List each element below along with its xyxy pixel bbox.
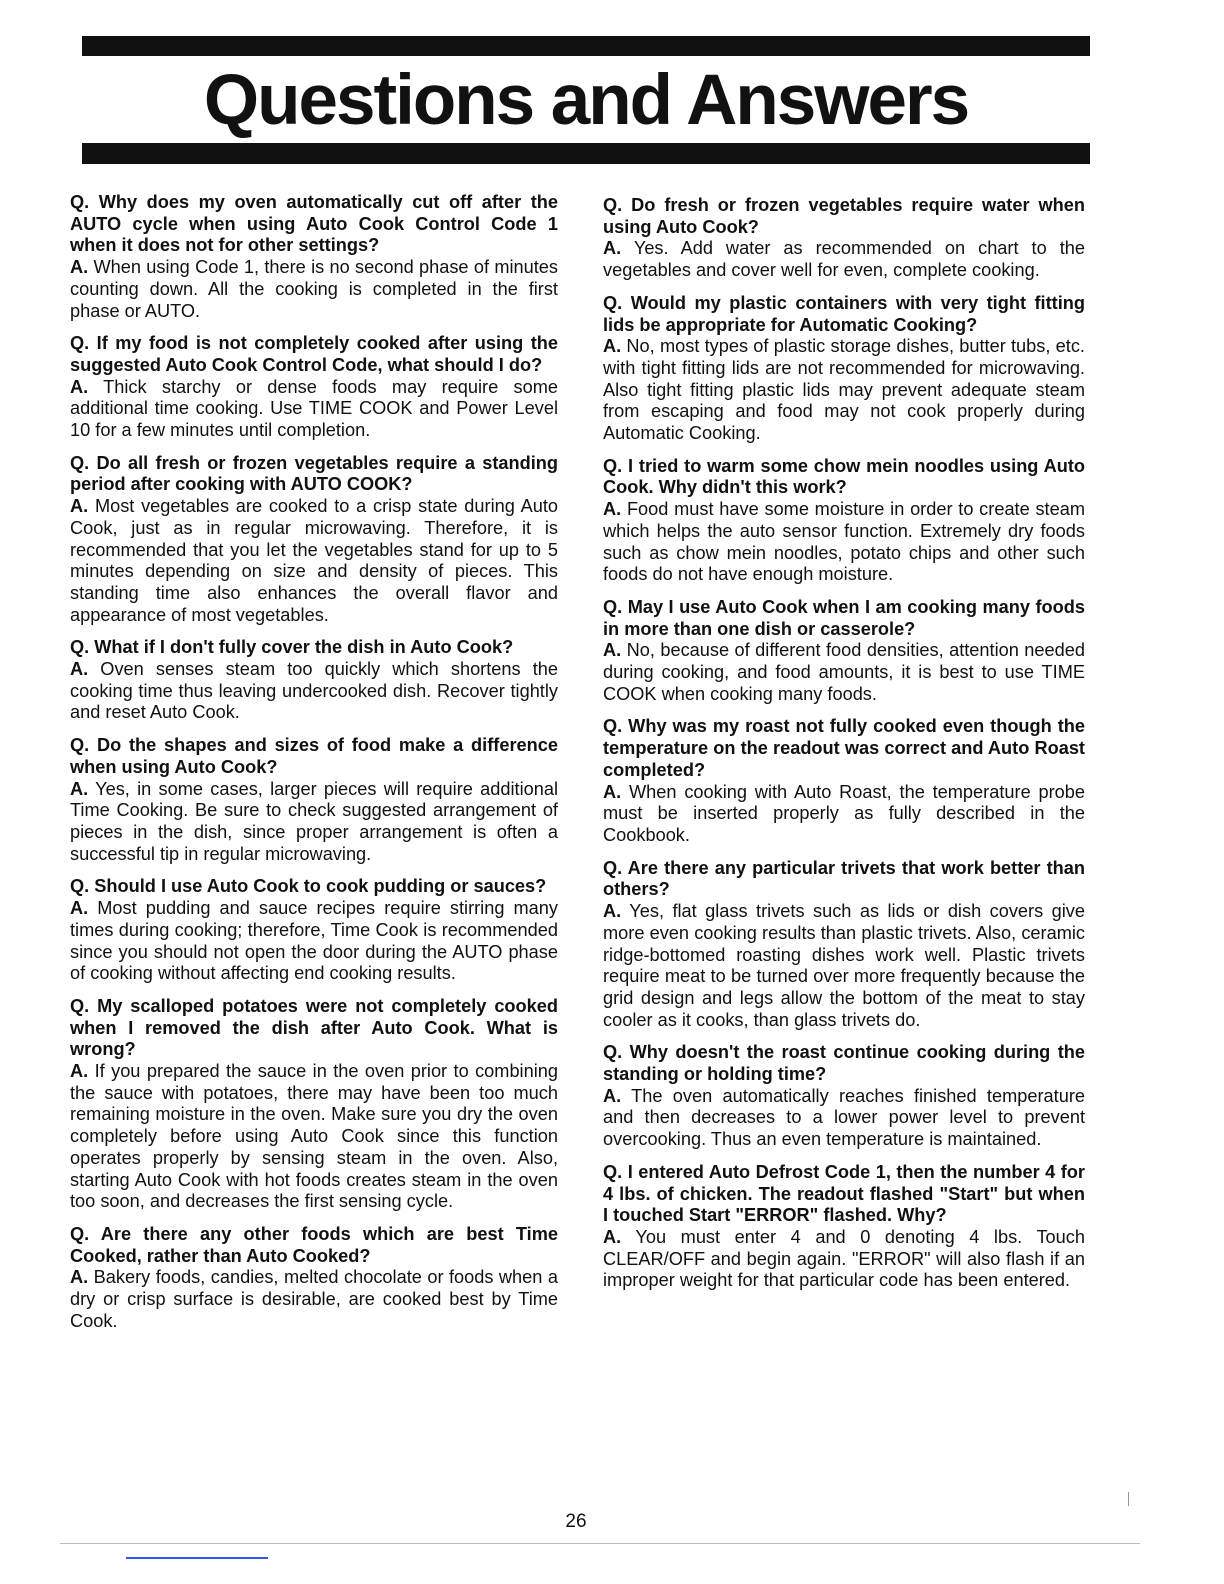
answer-text: You must enter 4 and 0 denoting 4 lbs. Touch CLEAR/OFF and begin again. "ERROR" will also flash if an improper weight for that particular code has been entered. (603, 1226, 1085, 1291)
margin-mark (1128, 1492, 1129, 1506)
qa-item (70, 876, 558, 985)
qa-item (603, 195, 1085, 282)
qa-item (70, 637, 558, 724)
question-text: What if I don't fully cover the dish in Auto Cook? (94, 637, 514, 658)
question-text: If my food is not completely cooked after using the suggested Auto Cook Control Code, what should I do? (70, 333, 558, 375)
qa-item (70, 996, 558, 1213)
answer-label: A. (70, 1267, 89, 1288)
answer (70, 1061, 558, 1213)
question (603, 293, 1085, 336)
question-text: Should I use Auto Cook to cook pudding or sauces? (94, 876, 547, 897)
header-top-rule (82, 36, 1090, 56)
qa-item (603, 1162, 1085, 1292)
question (603, 456, 1085, 499)
answer-text: Most vegetables are cooked to a crisp state during Auto Cook, just as in regular microwaving. Therefore, it is recommended that you let the vegetables stand for up to 5 minutes depending on size and density of pieces. This standing time also enhances the overall flavor and appearance of most vegetables. (70, 496, 558, 625)
question-text: Why doesn't the roast continue cooking during the standing or holding time? (603, 1042, 1085, 1085)
question (603, 1162, 1085, 1227)
qa-item (603, 716, 1085, 846)
question-text: May I use Auto Cook when I am cooking many foods in more than one dish or casserole? (603, 596, 1085, 639)
answer-text: If you prepared the sauce in the oven prior to combining the sauce with potatoes, there may have been too much remaining moisture in the oven. Make sure you dry the oven completely before using Auto Cook since this function operates properly by sensing steam in the oven. Also, starting Auto Cook with hot foods creates steam in the oven too soon, and decreases the first sensing cycle. (70, 1061, 558, 1212)
question (603, 716, 1085, 781)
qa-item (70, 735, 558, 865)
page-number: 26 (565, 1511, 587, 1532)
answer (603, 238, 1085, 281)
qa-item (603, 858, 1085, 1032)
question-label: Q. (70, 995, 90, 1016)
answer-label: A. (70, 1061, 89, 1082)
answer-label: A. (603, 336, 622, 357)
header-bottom-rule (82, 143, 1090, 164)
answer (603, 1086, 1085, 1151)
answer-label: A. (70, 898, 89, 919)
answer (603, 640, 1085, 705)
question-text: I tried to warm some chow mein noodles using Auto Cook. Why didn't this work? (603, 455, 1085, 498)
question-label: Q. (603, 455, 623, 476)
footer-accent-rule (126, 1557, 268, 1559)
answer (70, 779, 558, 866)
answer-text: Food must have some moisture in order to create steam which helps the auto sensor function. Extremely dry foods such as chow mein noodles, potato chips and other such foods do not have enough moisture. (603, 499, 1085, 585)
answer (603, 1227, 1085, 1292)
question-label: Q. (603, 857, 623, 878)
answer-text: When using Code 1, there is no second phase of minutes counting down. All the cooking is completed in the first phase or AUTO. (70, 257, 558, 321)
qa-item (70, 1224, 558, 1333)
question-label: Q. (603, 716, 623, 737)
answer-text: Most pudding and sauce recipes require stirring many times during cooking; therefore, Time Cook is recommended since you should not open the door during the AUTO phase of cooking without affecting end cooking results. (70, 898, 558, 984)
question-text: Why does my oven automatically cut off after the AUTO cycle when using Auto Cook Control Code 1 when it does not for other settings? (70, 192, 558, 256)
question (70, 1224, 558, 1267)
answer-label: A. (70, 778, 89, 799)
qa-item (70, 333, 558, 442)
question-label: Q. (603, 1161, 623, 1182)
answer-text: The oven automatically reaches finished temperature and then decreases to a lower power level to prevent overcooking. Thus an even temperature is maintained. (603, 1085, 1085, 1150)
answer (603, 336, 1085, 445)
question-label: Q. (70, 192, 90, 212)
question-label: Q. (70, 333, 90, 354)
qa-item (603, 1042, 1085, 1151)
question (70, 996, 558, 1061)
question-label: Q. (603, 1042, 623, 1063)
footer-rule (60, 1543, 1140, 1544)
question-text: Why was my roast not fully cooked even though the temperature on the readout was correct and Auto Roast completed? (603, 716, 1085, 780)
question-label: Q. (70, 637, 90, 658)
page-title: Questions and Answers (203, 61, 969, 140)
qa-item (70, 192, 558, 322)
question-text: Would my plastic containers with very tight fitting lids be appropriate for Automatic Cooking? (603, 292, 1085, 335)
answer-text: No, because of different food densities, attention needed during cooking, and food amounts, it is best to use TIME COOK when cooking many foods. (603, 640, 1085, 704)
question-label: Q. (70, 735, 90, 756)
question-label: Q. (603, 292, 623, 313)
qa-item (603, 456, 1085, 586)
right-column (603, 195, 1085, 1303)
question (603, 858, 1085, 901)
answer-text: Oven senses steam too quickly which shortens the cooking time thus leaving undercooked dish. Recover tightly and reset Auto Cook. (70, 659, 558, 723)
question-label: Q. (70, 876, 90, 897)
answer-label: A. (70, 376, 89, 397)
question (70, 453, 558, 496)
answer (70, 898, 558, 985)
question (70, 735, 558, 778)
answer-text: Yes, flat glass trivets such as lids or dish covers give more even cooking results than plastic trivets. Also, ceramic ridge-bottomed roasting dishes work well. Plastic trivets require meat to be turned over more frequently because the grid design and legs allow the bottom of the meat to stay cooler as it cooks, than glass trivets do. (603, 901, 1085, 1030)
question-label: Q. (70, 452, 90, 473)
answer-label: A. (603, 781, 622, 802)
question-label: Q. (603, 596, 623, 617)
question-text: I entered Auto Defrost Code 1, then the number 4 for 4 lbs. of chicken. The readout flashed "Start" but when I touched Start "ERROR" flashed. Why? (603, 1161, 1085, 1226)
answer (603, 782, 1085, 847)
answer-label: A. (603, 1085, 622, 1106)
answer (70, 496, 558, 626)
answer-text: Bakery foods, candies, melted chocolate or foods when a dry or crisp surface is desirable, are cooked best by Time Cook. (70, 1267, 558, 1331)
qa-item (603, 597, 1085, 706)
answer-label: A. (603, 499, 622, 520)
question-text: Do the shapes and sizes of food make a difference when using Auto Cook? (70, 735, 558, 777)
left-column (70, 192, 558, 1343)
answer (70, 257, 558, 322)
qa-item (70, 453, 558, 627)
answer (603, 901, 1085, 1031)
question-text: My scalloped potatoes were not completely cooked when I removed the dish after Auto Cook. What is wrong? (70, 995, 558, 1060)
qa-item (603, 293, 1085, 445)
question (603, 597, 1085, 640)
question (70, 333, 558, 376)
question-text: Do fresh or frozen vegetables require water when using Auto Cook? (603, 195, 1085, 237)
answer-text: When cooking with Auto Roast, the temperature probe must be inserted properly as fully described in the Cookbook. (603, 781, 1085, 845)
question-text: Are there any particular trivets that work better than others? (603, 857, 1085, 900)
question (603, 1042, 1085, 1085)
answer (70, 377, 558, 442)
question (70, 637, 558, 659)
answer (603, 499, 1085, 586)
answer-label: A. (603, 640, 622, 661)
answer (70, 1267, 558, 1332)
question-label: Q. (603, 195, 623, 215)
answer-label: A. (603, 238, 622, 259)
question (70, 876, 558, 898)
question-text: Are there any other foods which are best Time Cooked, rather than Auto Cooked? (70, 1223, 558, 1266)
answer-text: Yes, in some cases, larger pieces will require additional Time Cooking. Be sure to check suggested arrangement of pieces in the dish, since proper arrangement is often a successful tip in regular microwaving. (70, 778, 558, 864)
question (70, 192, 558, 257)
answer-label: A. (603, 901, 622, 922)
question-label: Q. (70, 1223, 90, 1244)
answer-label: A. (603, 1226, 622, 1247)
question (603, 195, 1085, 238)
answer-label: A. (70, 257, 89, 278)
question-text: Do all fresh or frozen vegetables require a standing period after cooking with AUTO COOK? (70, 452, 558, 495)
answer-label: A. (70, 659, 89, 680)
answer-label: A. (70, 496, 89, 517)
answer-text: Thick starchy or dense foods may require some additional time cooking. Use TIME COOK and Power Level 10 for a few minutes until completion. (70, 376, 558, 441)
answer (70, 659, 558, 724)
answer-text: No, most types of plastic storage dishes, butter tubs, etc. with tight fitting lids are not recommended for microwaving. Also tight fitting plastic lids may prevent adequate steam from escaping and food may not cook properly during Automatic Cooking. (603, 336, 1085, 444)
answer-text: Yes. Add water as recommended on chart to the vegetables and cover well for even, complete cooking. (603, 238, 1085, 281)
